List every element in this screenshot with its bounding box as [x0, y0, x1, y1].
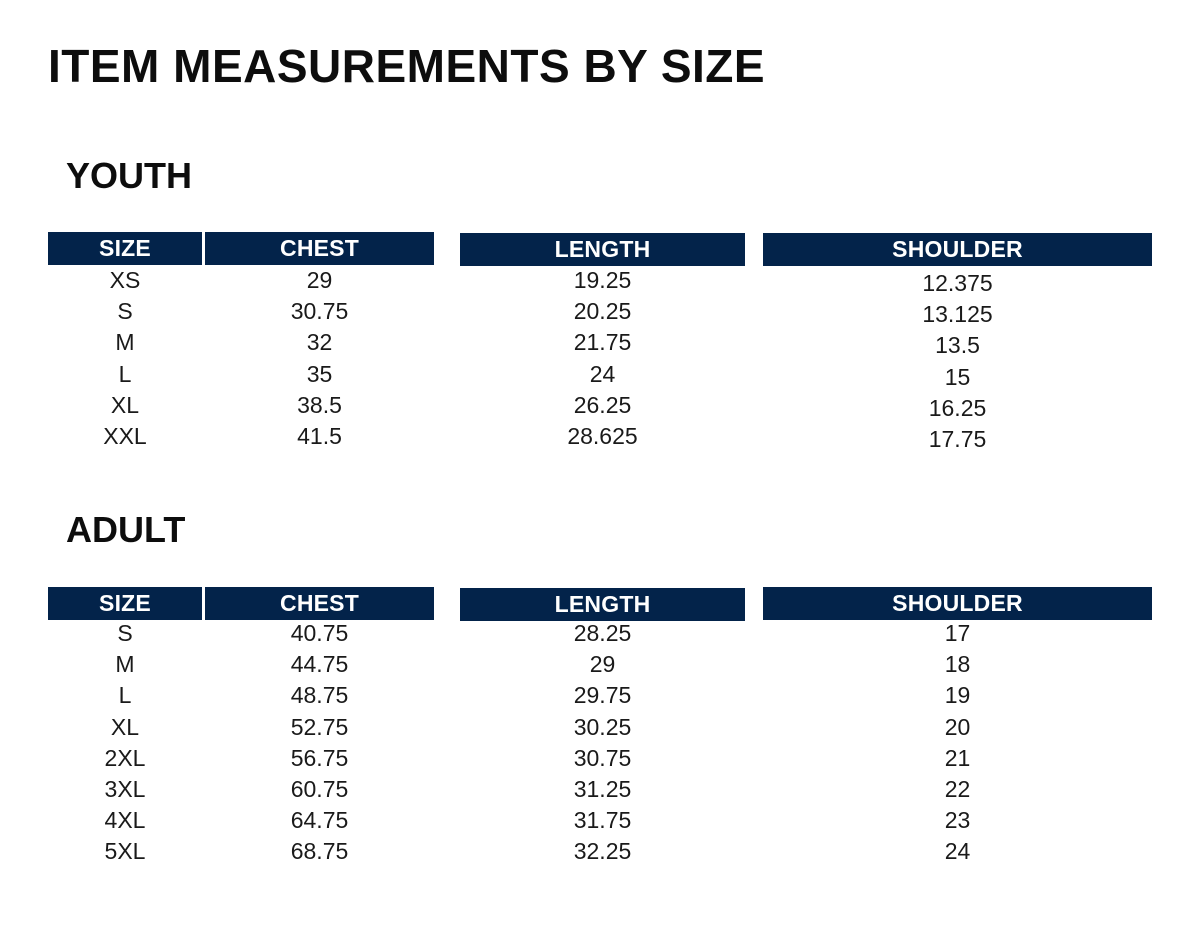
adult-length-cell: 31.25 — [573, 775, 632, 802]
youth-chest-cell: 29 — [306, 267, 333, 293]
adult-chest-column — [205, 618, 434, 868]
youth-length-column — [460, 265, 745, 452]
youth-shoulder-column — [763, 268, 1152, 455]
adult-length-cell: 30.25 — [573, 713, 632, 740]
youth-header-length: LENGTH — [460, 233, 745, 266]
youth-size-cell: L — [118, 360, 132, 387]
adult-length-cell: 29 — [589, 651, 616, 678]
adult-size-cell: M — [115, 651, 135, 678]
adult-chest-cell: 60.75 — [290, 775, 349, 802]
youth-size-cell: XS — [109, 267, 141, 293]
adult-shoulder-cell: 17 — [944, 620, 971, 646]
adult-header-size: SIZE — [48, 587, 202, 620]
adult-chest-cell: 64.75 — [290, 807, 349, 834]
youth-chest-cell: 32 — [306, 329, 333, 356]
adult-chest-cell: 48.75 — [290, 682, 349, 709]
adult-chest-cell: 56.75 — [290, 744, 349, 771]
adult-length-column — [460, 618, 745, 868]
adult-shoulder-cell: 22 — [944, 775, 971, 802]
youth-shoulder-cell: 13.5 — [935, 332, 980, 359]
youth-header-size: SIZE — [48, 232, 202, 265]
adult-size-cell: S — [117, 620, 133, 646]
adult-size-cell: 3XL — [104, 775, 146, 802]
adult-size-cell: 5XL — [104, 838, 146, 865]
youth-shoulder-cell: 17.75 — [928, 425, 987, 452]
adult-length-cell: 32.25 — [573, 838, 632, 865]
youth-header-shoulder: SHOULDER — [763, 233, 1152, 266]
adult-header-chest: CHEST — [205, 587, 434, 620]
adult-chest-cell: 68.75 — [290, 838, 349, 865]
adult-shoulder-cell: 19 — [944, 682, 971, 709]
youth-chest-cell: 35 — [306, 360, 333, 387]
adult-header-shoulder: SHOULDER — [763, 587, 1152, 620]
adult-size-cell: 2XL — [104, 744, 146, 771]
youth-length-cell: 24 — [589, 360, 616, 387]
adult-size-column — [48, 618, 202, 868]
youth-shoulder-cell: 15 — [944, 363, 971, 390]
youth-shoulder-cell: 13.125 — [922, 301, 993, 328]
youth-length-cell: 21.75 — [573, 329, 632, 356]
youth-section-title: YOUTH — [66, 155, 192, 196]
youth-shoulder-cell: 16.25 — [928, 394, 987, 421]
adult-shoulder-cell: 24 — [944, 838, 971, 865]
adult-length-cell: 28.25 — [573, 620, 632, 646]
adult-chest-cell: 44.75 — [290, 651, 349, 678]
youth-length-cell: 28.625 — [567, 422, 638, 449]
youth-header-chest: CHEST — [205, 232, 434, 265]
adult-shoulder-cell: 18 — [944, 651, 971, 678]
adult-shoulder-cell: 20 — [944, 713, 971, 740]
adult-length-cell: 29.75 — [573, 682, 632, 709]
youth-length-cell: 20.25 — [573, 298, 632, 325]
youth-chest-column — [205, 265, 434, 452]
page-title: ITEM MEASUREMENTS BY SIZE — [48, 40, 766, 92]
adult-shoulder-cell: 21 — [944, 744, 971, 771]
youth-size-cell: S — [117, 298, 133, 325]
adult-length-cell: 31.75 — [573, 807, 632, 834]
youth-size-cell: M — [115, 329, 135, 356]
adult-size-cell: XL — [110, 713, 140, 740]
adult-size-cell: L — [118, 682, 132, 709]
youth-length-cell: 19.25 — [573, 267, 632, 293]
adult-shoulder-cell: 23 — [944, 807, 971, 834]
youth-chest-cell: 38.5 — [297, 391, 342, 418]
youth-shoulder-cell: 12.375 — [922, 270, 993, 296]
adult-chest-cell: 40.75 — [290, 620, 349, 646]
adult-section-title: ADULT — [66, 509, 186, 550]
youth-size-cell: XXL — [103, 422, 147, 449]
adult-shoulder-column — [763, 618, 1152, 868]
adult-header-length: LENGTH — [460, 588, 745, 621]
youth-chest-cell: 30.75 — [290, 298, 349, 325]
youth-length-cell: 26.25 — [573, 391, 632, 418]
youth-size-column — [48, 265, 202, 452]
youth-size-cell: XL — [110, 391, 140, 418]
youth-chest-cell: 41.5 — [297, 422, 342, 449]
adult-chest-cell: 52.75 — [290, 713, 349, 740]
adult-length-cell: 30.75 — [573, 744, 632, 771]
adult-size-cell: 4XL — [104, 807, 146, 834]
